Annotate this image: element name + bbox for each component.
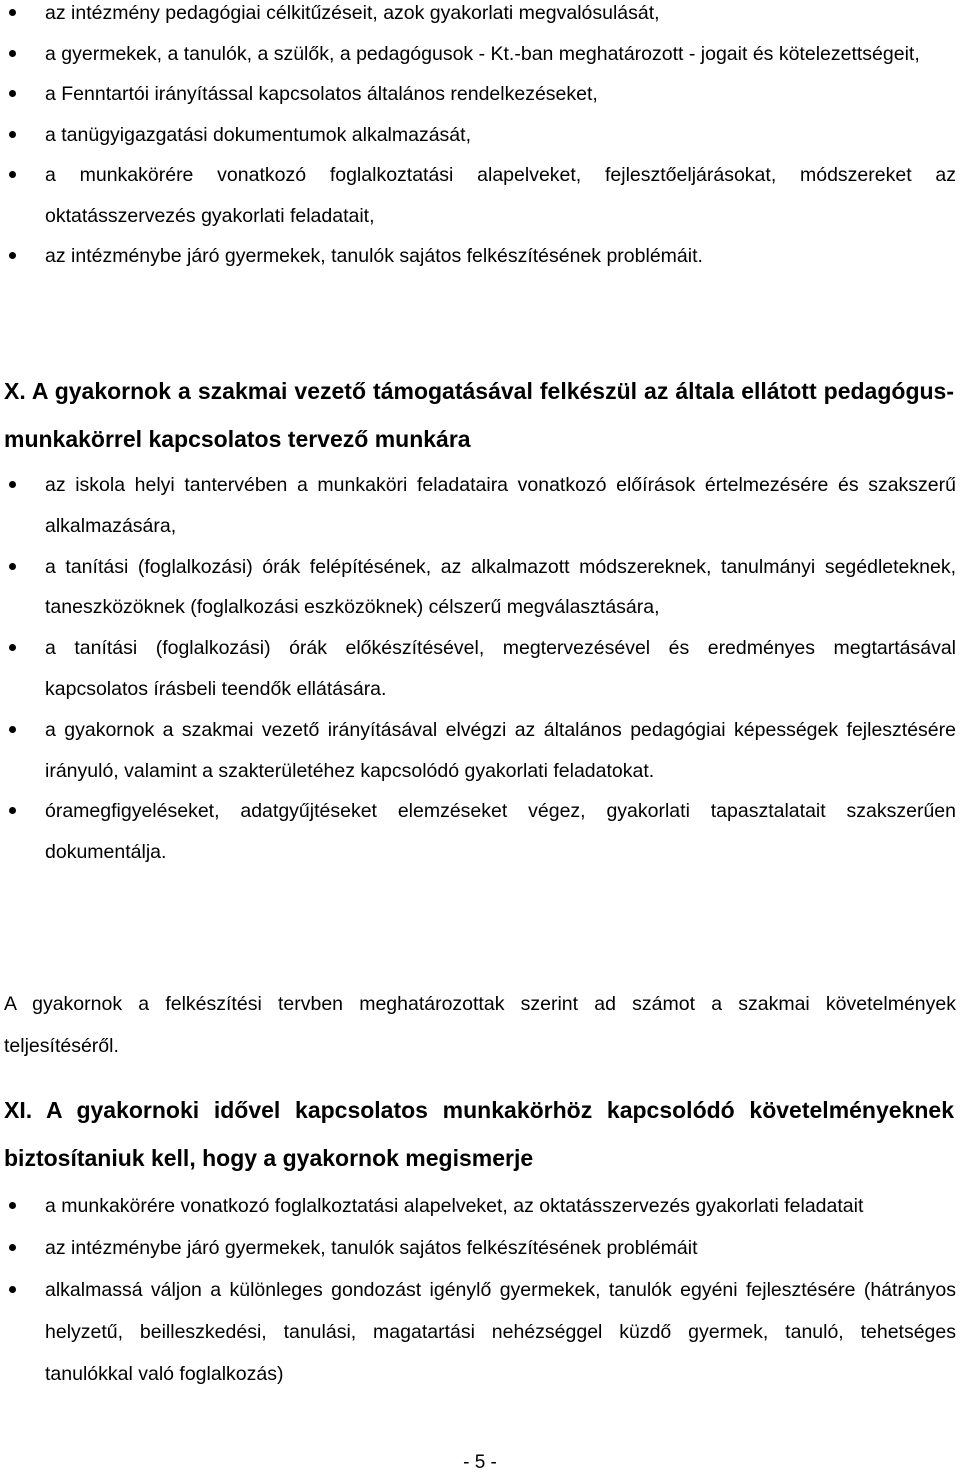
list-item (0, 74, 960, 115)
intro-bullet-list (0, 0, 960, 277)
page-number: - 5 - (463, 1452, 497, 1473)
list-item (0, 155, 960, 236)
list-item (0, 547, 960, 629)
list-item-text: az iskola helyi tantervében a munkaköri feladataira vonatkozó előírások értelmezésére és szakszerű alkalmazására, (45, 474, 956, 537)
list-item (0, 34, 960, 75)
bullet-icon (9, 9, 16, 16)
list-item-text: óramegfigyeléseket, adatgyűjtéseket elemzéseket végez, gyakorlati tapasztalatait szakszerűen dokumentálja. (45, 800, 956, 864)
bullet-icon (9, 644, 16, 651)
bullet-icon (9, 90, 16, 97)
section-x-bullet-list (0, 465, 960, 873)
list-item (0, 1269, 960, 1395)
list-item (0, 791, 960, 873)
list-item (0, 115, 960, 156)
list-item (0, 1227, 960, 1269)
bullet-icon (9, 1202, 16, 1209)
list-item (0, 236, 960, 277)
list-item-text: az intézménybe járó gyermekek, tanulók sajátos felkészítésének problémáit. (45, 245, 703, 267)
section-x-closing-paragraph: A gyakornok a felkészítési tervben meghatározottak szerint ad számot a szakmai követelmények teljesítéséről. (4, 992, 956, 1057)
list-item (0, 1185, 960, 1227)
list-item-text: a Fenntartói irányítással kapcsolatos általános rendelkezéseket, (45, 83, 598, 105)
bullet-icon (9, 50, 16, 57)
bullet-icon (9, 131, 16, 138)
list-item (0, 628, 960, 710)
list-item-text: az intézménybe járó gyermekek, tanulók sajátos felkészítésének problémáit (45, 1237, 698, 1259)
bullet-icon (9, 252, 16, 259)
section-xi-bullet-list (0, 1185, 960, 1395)
bullet-icon (9, 726, 16, 733)
list-item-text: a munkakörére vonatkozó foglalkoztatási alapelveket, fejlesztőeljárásokat, módszereket az oktatásszervezés gyakorlati feladatait, (45, 164, 956, 227)
section-x-heading: X. A gyakornok a szakmai vezető támogatásával felkészül az általa ellátott pedagógus-munkakörrel kapcsolatos tervező munkára (4, 378, 954, 452)
bullet-icon (9, 807, 16, 814)
section-xi-heading: XI. A gyakornoki idővel kapcsolatos munkakörhöz kapcsolódó követelményeknek biztosítaniuk kell, hogy a gyakornok megismerje (4, 1097, 954, 1171)
list-item-text: a tanügyigazgatási dokumentumok alkalmazását, (45, 123, 471, 146)
bullet-icon (9, 1244, 16, 1251)
list-item (0, 0, 960, 34)
list-item-text: az intézmény pedagógiai célkitűzéseit, azok gyakorlati megvalósulását, (45, 2, 660, 24)
list-item-text: a tanítási (foglalkozási) órák előkészítésével, megtervezésével és eredményes megtartásával kapcsolatos írásbeli teendők ellátására. (45, 637, 956, 700)
list-item-text: alkalmassá váljon a különleges gondozást igénylő gyermekek, tanulók egyéni fejlesztésére (hátrányos helyzetű, beilleszkedési, tanulási, magatartási nehézséggel küzdő gyermek, tanuló, tehetséges tanulókkal való foglalkozás) (45, 1279, 956, 1385)
list-item-text: a tanítási (foglalkozási) órák felépítésének, az alkalmazott módszereknek, tanulmányi segédleteknek, taneszközöknek (foglalkozási eszközöknek) célszerű megválasztására, (45, 555, 956, 619)
bullet-icon (9, 563, 16, 570)
list-item (0, 465, 960, 547)
bullet-icon (9, 171, 16, 178)
bullet-icon (9, 1286, 16, 1293)
list-item-text: a gyakornok a szakmai vezető irányításával elvégzi az általános pedagógiai képességek fejlesztésére irányuló, valamint a szakterületéhez kapcsolódó gyakorlati feladatokat. (45, 718, 956, 782)
list-item (0, 710, 960, 792)
bullet-icon (9, 481, 16, 488)
list-item-text: a gyermekek, a tanulók, a szülők, a pedagógusok - Kt.-ban meghatározott - jogait és kötelezettségeit, (45, 42, 920, 65)
list-item-text: a munkakörére vonatkozó foglalkoztatási alapelveket, az oktatásszervezés gyakorlati feladatait (45, 1195, 864, 1217)
